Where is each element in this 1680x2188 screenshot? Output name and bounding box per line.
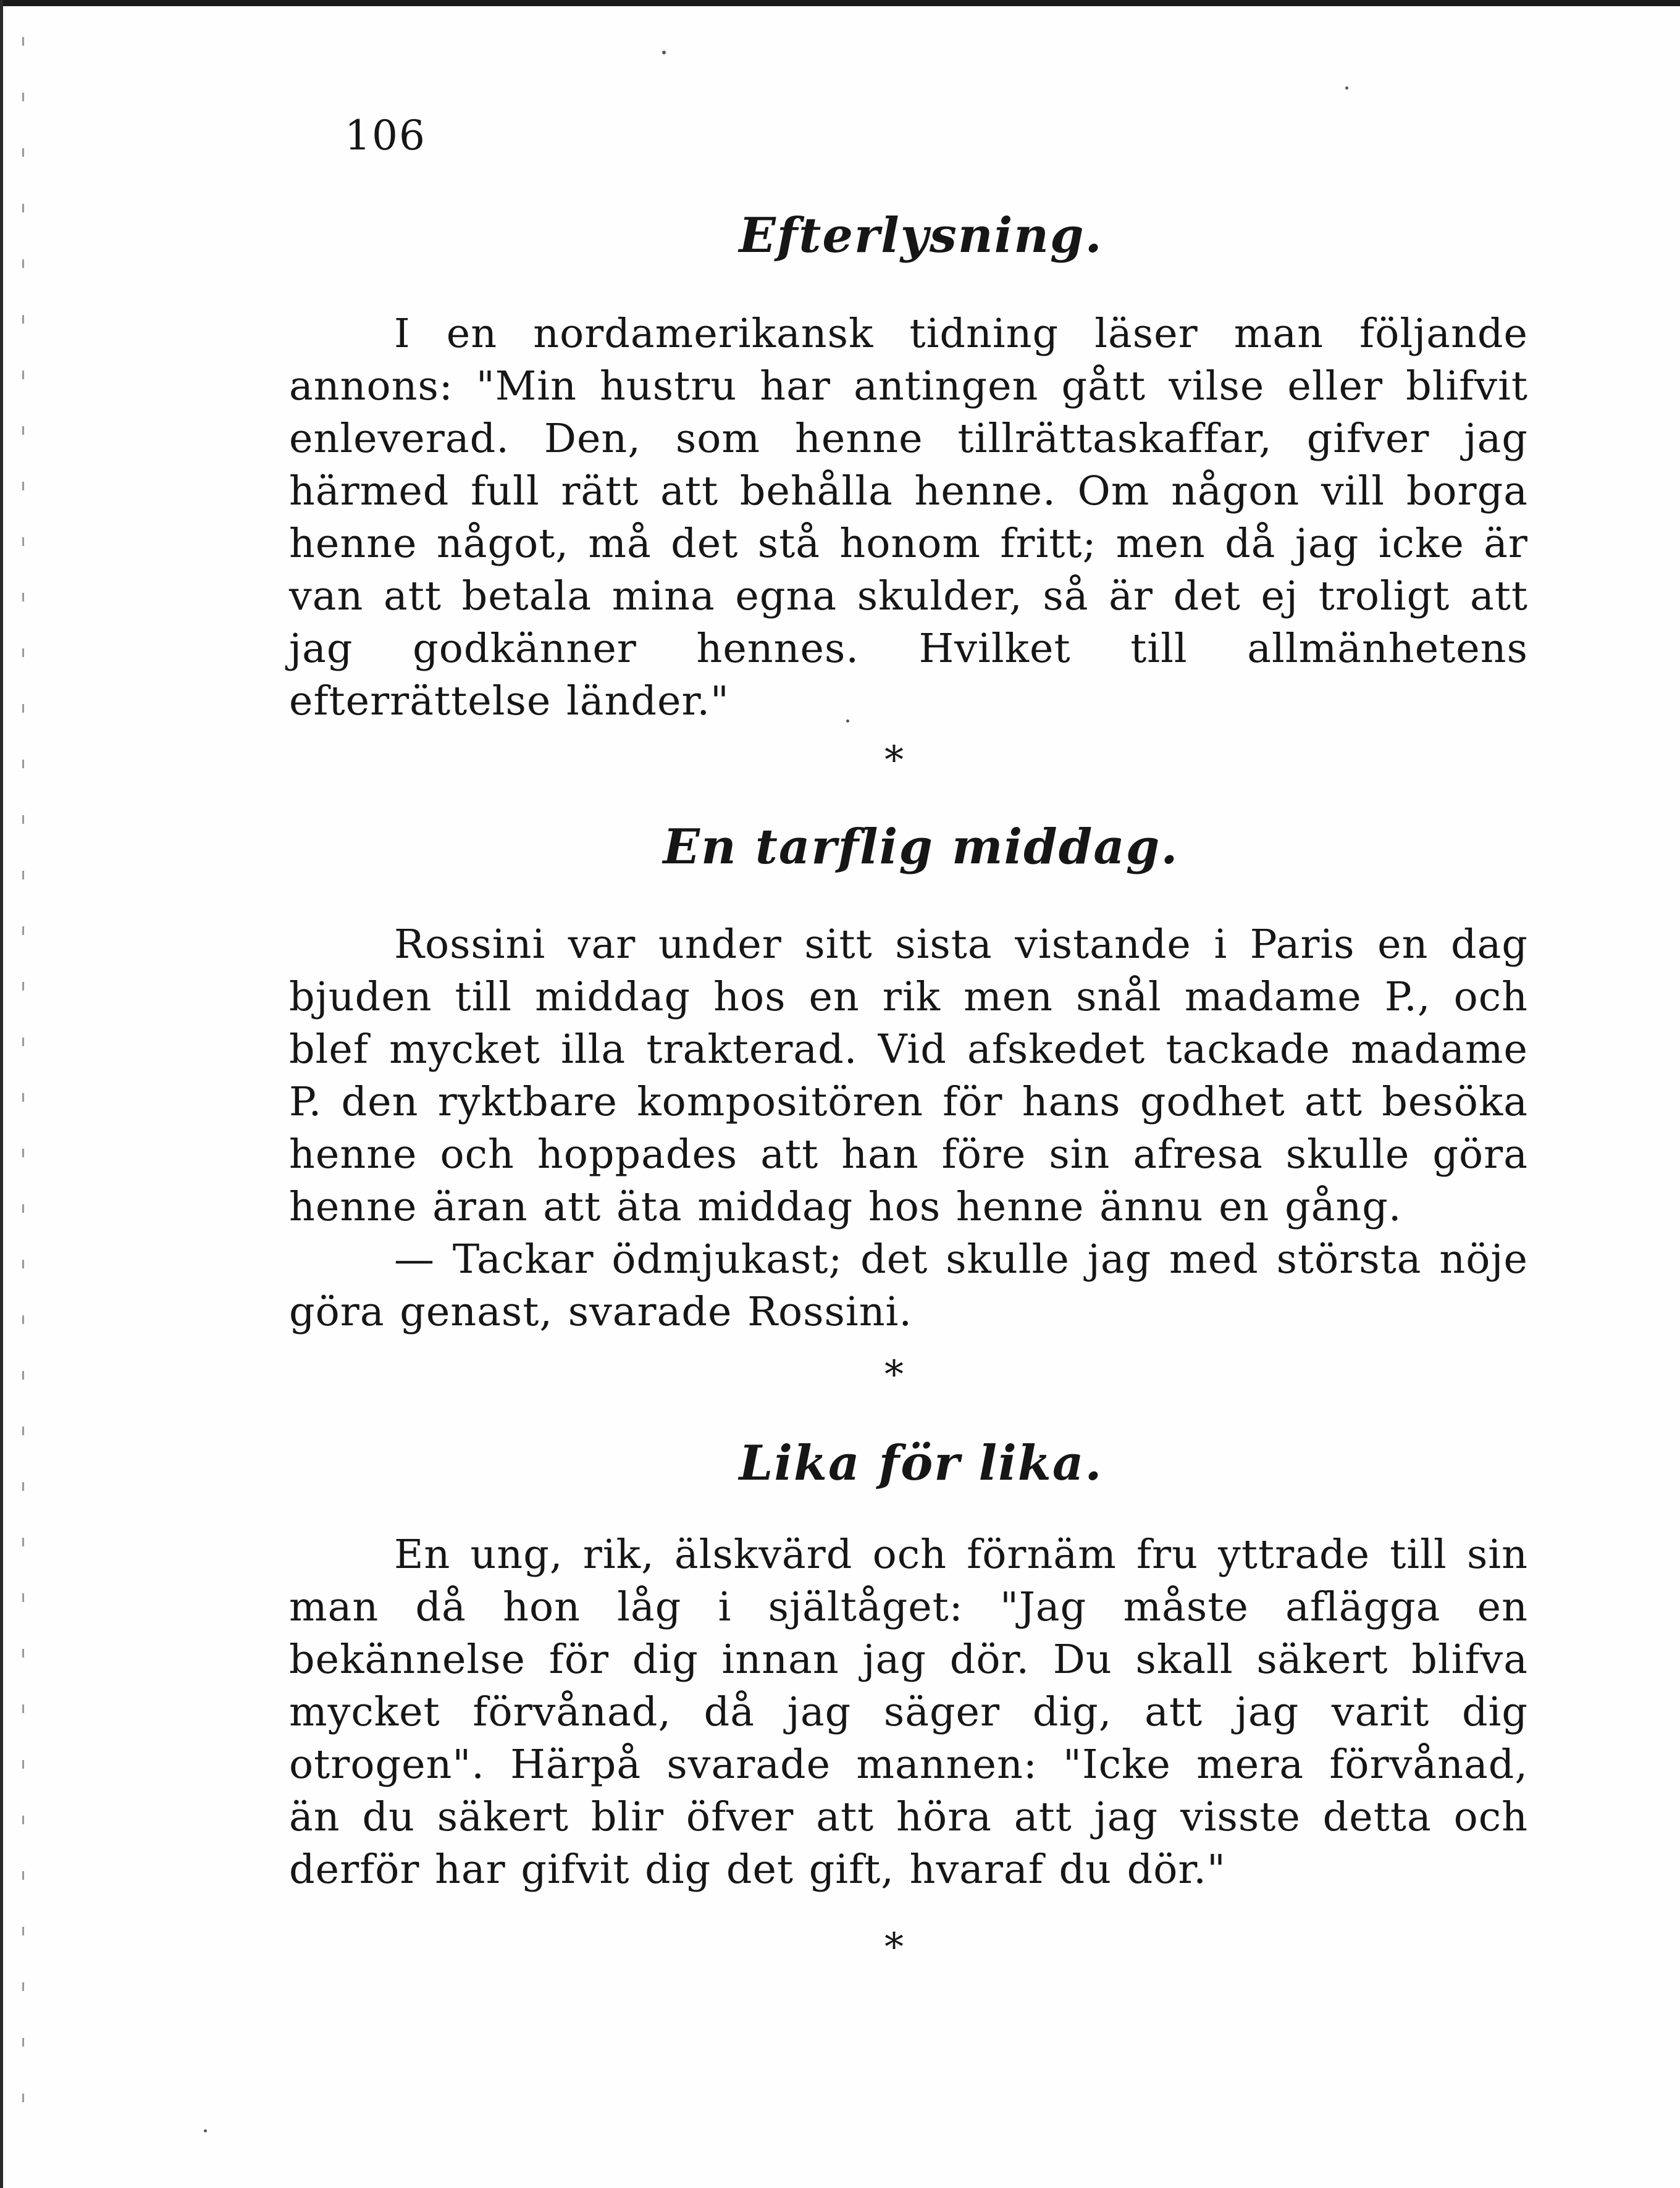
- article-paragraph: I en nordamerikansk tidning läser man följande annons: "Min hustru har antingen gått vilse eller blifvit enleverad. Den, som henne tillrättaskaffar, gifver jag härmed full rätt att behålla henne. Om någon vill borga henne något, må det stå honom fritt; men då jag icke är van att betala mina egna skulder, så är det ej troligt att jag godkänner hennes. Hvilket till allmänhetens efterrättelse länder.": [289, 311, 1528, 724]
- article-title: Efterlysning.: [739, 207, 1103, 264]
- scan-speck: [662, 51, 666, 54]
- article-body: [289, 918, 1528, 1338]
- article-en-tarflig-middag: [289, 821, 1528, 873]
- article-title: Lika för lika.: [739, 1435, 1103, 1491]
- article-efterlysning: [289, 207, 1528, 264]
- separator-asterisk: *: [884, 1352, 904, 1397]
- article-body: [289, 1528, 1528, 1896]
- article-paragraph: Rossini var under sitt sista vistande i Paris en dag bjuden till middag hos en rik men snål madame P., och blef mycket illa trakterad. Vid afskedet tackade madame P. den ryktbare kompositören för hans godhet att besöka henne och hoppades att han före sin afresa skulle göra henne äran att äta middag hos henne ännu en gång.: [289, 921, 1528, 1230]
- article-dialogue: — Tackar ödmjukast; det skulle jag med största nöje göra genast, svarade Rossini.: [289, 1236, 1528, 1335]
- article-lika-for-lika: [289, 1435, 1528, 1491]
- article-paragraph: En ung, rik, älskvärd och förnäm fru yttrade till sin man då hon låg i själtåget: "Jag måste aflägga en bekännelse för dig innan jag dör. Du skall säkert blifva mycket förvånad, då jag säger dig, att jag varit dig otrogen". Härpå svarade mannen: "Icke mera förvånad, än du säkert blir öfver att höra att jag visste detta och derför har gifvit dig det gift, hvaraf du dör.": [289, 1532, 1528, 1893]
- page-number: 106: [345, 112, 426, 159]
- scan-left-edge: [0, 0, 3, 2188]
- scan-margin-marks: [22, 37, 24, 2137]
- article-title: En tarflig middag.: [663, 819, 1179, 875]
- scan-top-edge: [0, 0, 1680, 6]
- article-body: [289, 308, 1528, 727]
- scan-speck: [204, 2129, 207, 2132]
- separator-asterisk: *: [884, 1924, 904, 1969]
- separator-asterisk: *: [884, 737, 904, 782]
- scan-speck: [1345, 86, 1348, 90]
